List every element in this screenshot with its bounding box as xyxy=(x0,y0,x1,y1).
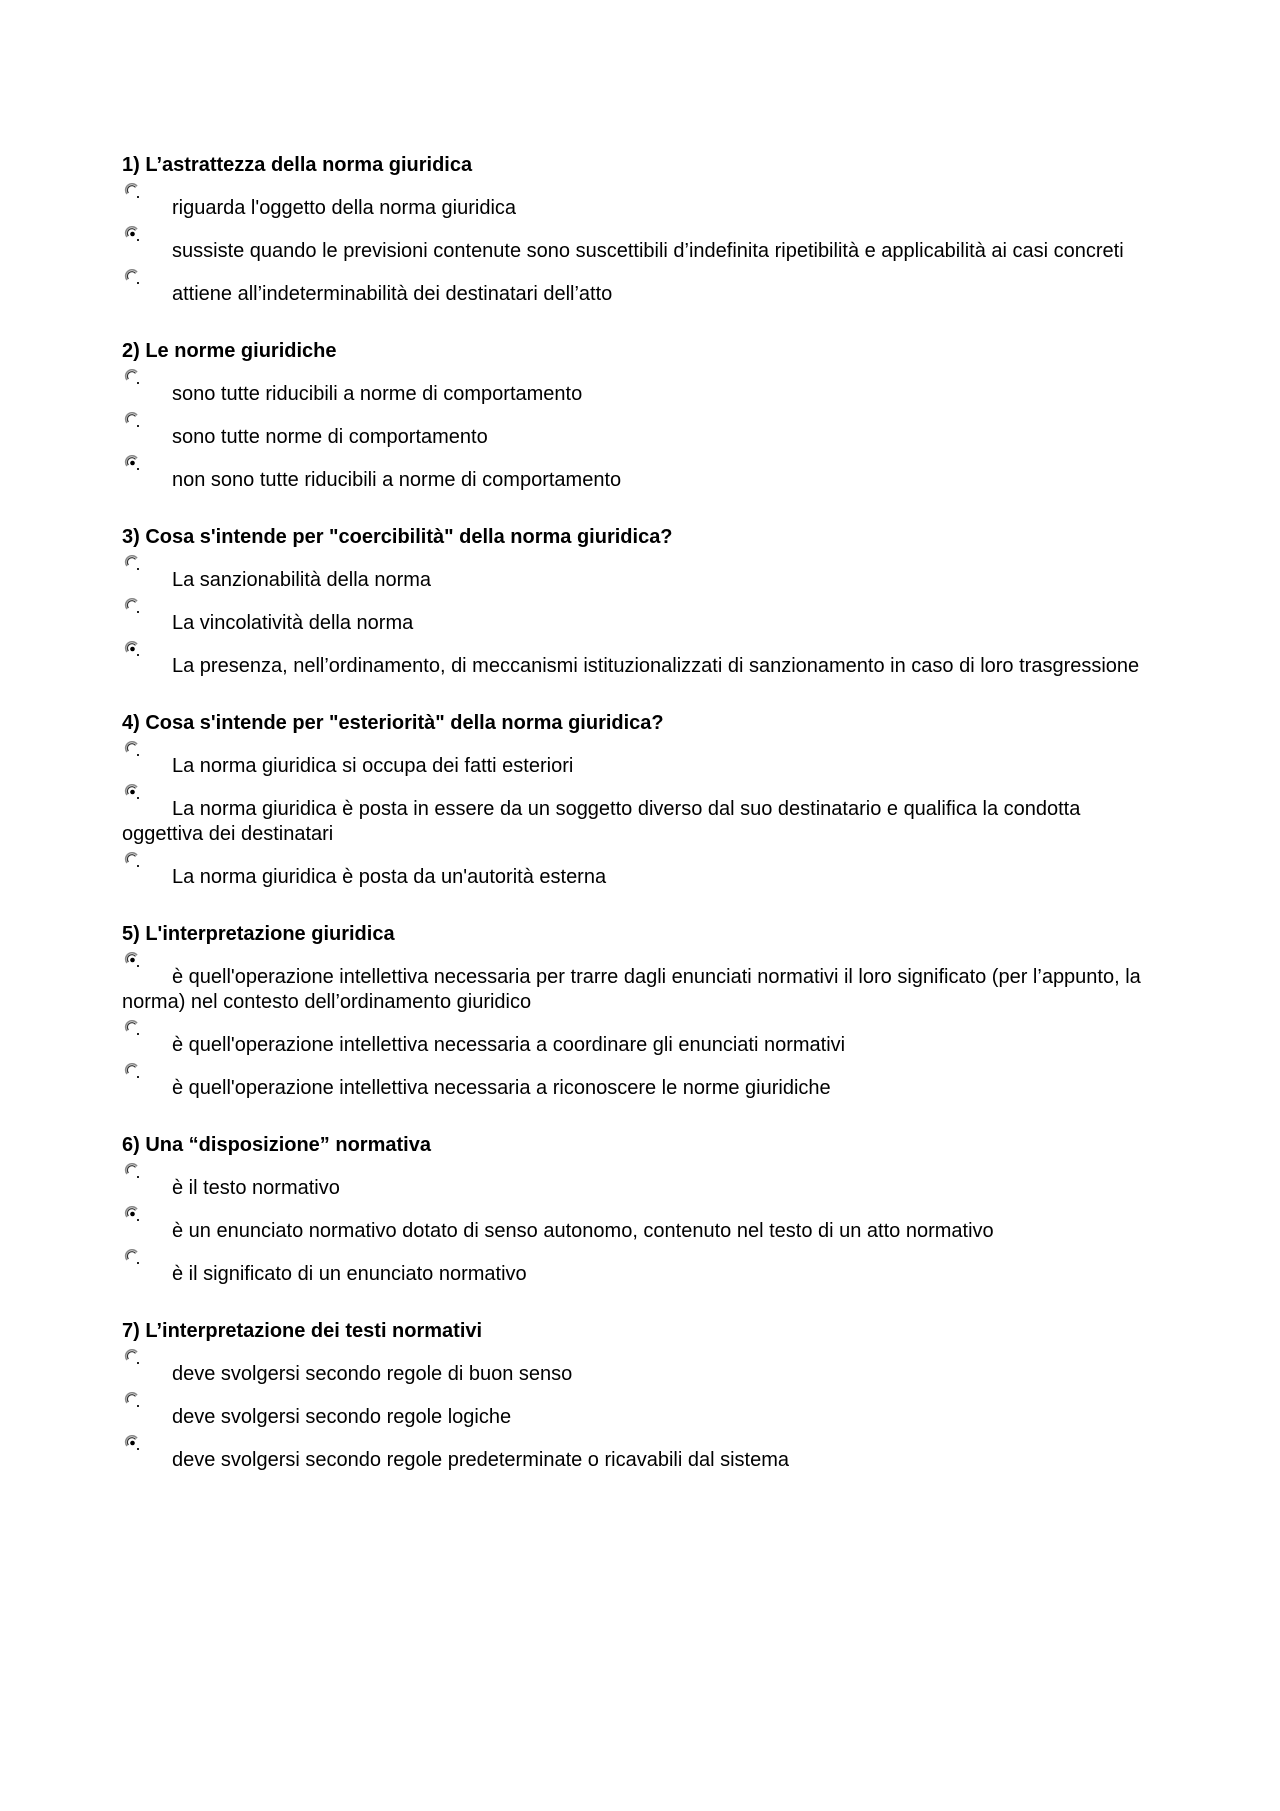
answer-text: è un enunciato normativo dotato di senso autonomo, contenuto nel testo di un atto normativo xyxy=(172,1220,994,1242)
radio-unselected-icon[interactable] xyxy=(124,598,141,615)
question-6 xyxy=(122,1132,1162,1287)
answer-text: La vincolatività della norma xyxy=(172,612,414,634)
radio-unselected-icon[interactable] xyxy=(124,1020,141,1037)
answer-text: non sono tutte riducibili a norme di comportamento xyxy=(172,469,622,491)
answer-option[interactable] xyxy=(122,412,1162,450)
answer-text: sussiste quando le previsioni contenute sono suscettibili d’indefinita ripetibilità e applicabilità ai casi concreti xyxy=(172,240,1124,262)
question-title: 1) L’astrattezza della norma giuridica xyxy=(122,154,473,176)
answer-text: La norma giuridica è posta in essere da un soggetto diverso dal suo destinatario e qualifica la condotta oggettiva dei destinatari xyxy=(122,798,1081,845)
answer-text: deve svolgersi secondo regole di buon senso xyxy=(172,1363,573,1385)
answer-option[interactable] xyxy=(122,1163,1162,1201)
answer-option[interactable] xyxy=(122,1392,1162,1430)
answer-option[interactable] xyxy=(122,369,1162,407)
radio-selected-icon[interactable] xyxy=(124,1206,141,1223)
answer-option[interactable] xyxy=(122,455,1162,493)
radio-unselected-icon[interactable] xyxy=(124,555,141,572)
radio-selected-icon[interactable] xyxy=(124,784,141,801)
question-4 xyxy=(122,710,1162,890)
radio-unselected-icon[interactable] xyxy=(124,741,141,758)
radio-unselected-icon[interactable] xyxy=(124,1392,141,1409)
answer-option[interactable] xyxy=(122,1249,1162,1287)
answer-text: è quell'operazione intellettiva necessaria a coordinare gli enunciati normativi xyxy=(172,1034,846,1056)
answer-option[interactable] xyxy=(122,183,1162,221)
question-title: 7) L’interpretazione dei testi normativi xyxy=(122,1320,483,1342)
answer-option[interactable] xyxy=(122,226,1162,264)
radio-unselected-icon[interactable] xyxy=(124,183,141,200)
answer-option[interactable] xyxy=(122,1435,1162,1473)
radio-unselected-icon[interactable] xyxy=(124,852,141,869)
radio-selected-icon[interactable] xyxy=(124,641,141,658)
answer-option[interactable] xyxy=(122,641,1162,679)
answer-text: La norma giuridica si occupa dei fatti esteriori xyxy=(172,755,574,777)
answer-text: riguarda l'oggetto della norma giuridica xyxy=(172,197,517,219)
radio-unselected-icon[interactable] xyxy=(124,1349,141,1366)
radio-unselected-icon[interactable] xyxy=(124,1163,141,1180)
question-title: 4) Cosa s'intende per "esteriorità" della norma giuridica? xyxy=(122,712,664,734)
answer-text: deve svolgersi secondo regole predeterminate o ricavabili dal sistema xyxy=(172,1449,789,1471)
radio-selected-icon[interactable] xyxy=(124,226,141,243)
answer-text: La norma giuridica è posta da un'autorità esterna xyxy=(172,866,607,888)
quiz-page xyxy=(122,152,1162,1504)
answer-text: è il significato di un enunciato normativo xyxy=(172,1263,527,1285)
radio-unselected-icon[interactable] xyxy=(124,369,141,386)
radio-unselected-icon[interactable] xyxy=(124,412,141,429)
answer-text: La sanzionabilità della norma xyxy=(172,569,432,591)
question-5 xyxy=(122,921,1162,1101)
question-title: 3) Cosa s'intende per "coercibilità" della norma giuridica? xyxy=(122,526,673,548)
answer-text: deve svolgersi secondo regole logiche xyxy=(172,1406,512,1428)
answer-text: è quell'operazione intellettiva necessaria a riconoscere le norme giuridiche xyxy=(172,1077,831,1099)
radio-selected-icon[interactable] xyxy=(124,1435,141,1452)
answer-text: è il testo normativo xyxy=(172,1177,340,1199)
question-3 xyxy=(122,524,1162,679)
answer-text: sono tutte norme di comportamento xyxy=(172,426,488,448)
question-7 xyxy=(122,1318,1162,1473)
question-1 xyxy=(122,152,1162,307)
answer-text: sono tutte riducibili a norme di comportamento xyxy=(172,383,583,405)
answer-option[interactable] xyxy=(122,269,1162,307)
question-title: 5) L'interpretazione giuridica xyxy=(122,923,395,945)
radio-selected-icon[interactable] xyxy=(124,455,141,472)
answer-text: attiene all’indeterminabilità dei destinatari dell’atto xyxy=(172,283,613,305)
answer-option[interactable] xyxy=(122,741,1162,779)
radio-unselected-icon[interactable] xyxy=(124,1249,141,1266)
answer-option[interactable] xyxy=(122,1063,1162,1101)
question-title: 6) Una “disposizione” normativa xyxy=(122,1134,431,1156)
answer-option[interactable] xyxy=(122,952,1162,1015)
radio-selected-icon[interactable] xyxy=(124,952,141,969)
answer-option[interactable] xyxy=(122,598,1162,636)
radio-unselected-icon[interactable] xyxy=(124,1063,141,1080)
answer-option[interactable] xyxy=(122,1206,1162,1244)
answer-option[interactable] xyxy=(122,1349,1162,1387)
answer-option[interactable] xyxy=(122,784,1162,847)
radio-unselected-icon[interactable] xyxy=(124,269,141,286)
answer-option[interactable] xyxy=(122,852,1162,890)
question-2 xyxy=(122,338,1162,493)
answer-option[interactable] xyxy=(122,555,1162,593)
answer-option[interactable] xyxy=(122,1020,1162,1058)
question-title: 2) Le norme giuridiche xyxy=(122,340,337,362)
answer-text: è quell'operazione intellettiva necessaria per trarre dagli enunciati normativi il loro significato (per l’appunto, la norma) nel contesto dell’ordinamento giuridico xyxy=(122,966,1141,1013)
answer-text: La presenza, nell’ordinamento, di meccanismi istituzionalizzati di sanzionamento in caso di loro trasgressione xyxy=(172,655,1140,677)
